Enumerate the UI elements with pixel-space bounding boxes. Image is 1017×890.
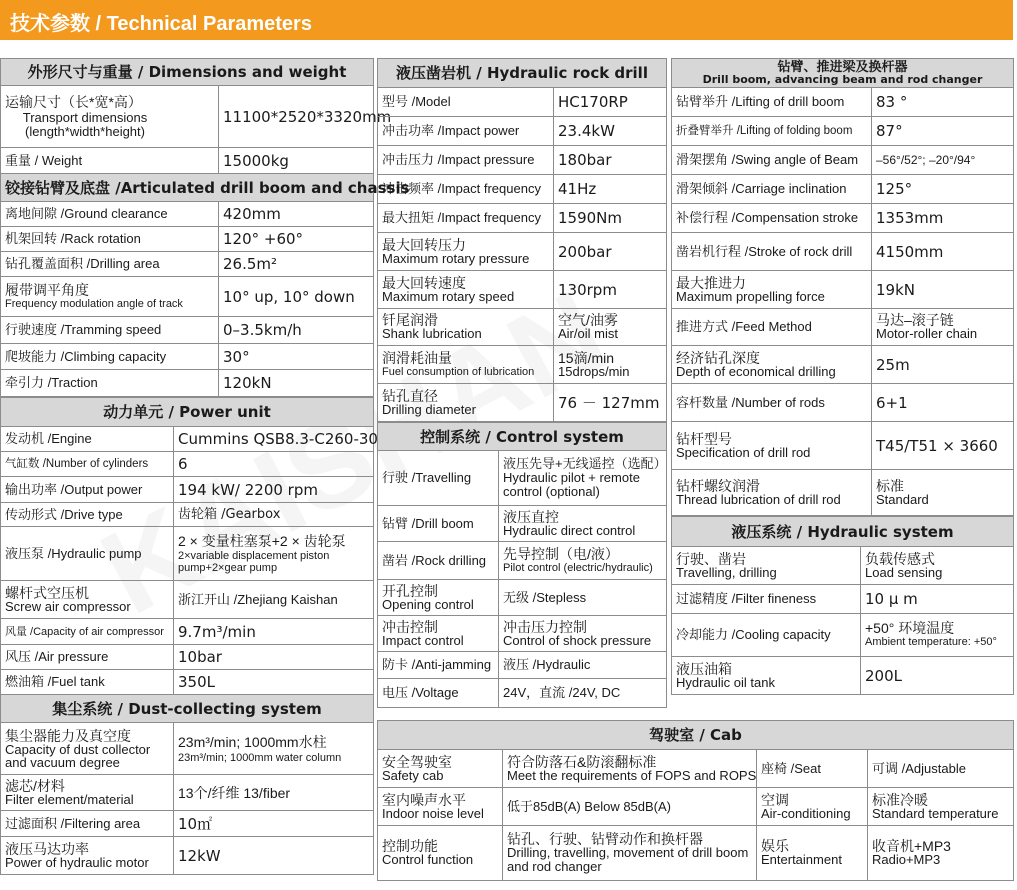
table-row: 防卡 /Anti-jamming 液压 /Hydraulic bbox=[378, 652, 667, 679]
section-header-chassis: 铰接钻臂及底盘 /Articulated drill boom and chassis bbox=[1, 174, 374, 202]
table-row: 折叠臂举升 /Lifting of folding boom 87° bbox=[672, 117, 1014, 146]
table-row: 行驶速度 /Tramming speed 0–3.5km/h bbox=[1, 317, 374, 344]
table-row: 燃油箱 /Fuel tank 350L bbox=[1, 670, 374, 695]
table-row: 室内噪声水平 Indoor noise level 低于85dB(A) Below 85dB(A) 空调 Air-conditioning 标准冷暖 Standard temperature bbox=[378, 788, 1014, 826]
table-row: 钻臂举升 /Lifting of drill boom 83 ° bbox=[672, 88, 1014, 117]
table-row: 电压 /Voltage 24V，直流 /24V, DC bbox=[378, 679, 667, 708]
section-header-hydraulic: 液压系统 / Hydraulic system bbox=[672, 517, 1014, 547]
section-header-dimensions: 外形尺寸与重量 / Dimensions and weight bbox=[1, 59, 374, 86]
column-1 bbox=[0, 58, 410, 875]
section-header-boom: 钻臂、推进梁及换杆器 bbox=[777, 60, 908, 75]
table-row: 螺杆式空压机 Screw air compressor 浙江开山 /Zhejiang Kaishan bbox=[1, 581, 374, 619]
table-row: 钻杆螺纹润滑 Thread lubrication of drill rod 标准 Standard bbox=[672, 470, 1014, 516]
table-row: 发动机 /Engine Cummins QSB8.3-C260-30 bbox=[1, 427, 374, 452]
table-row: 最大回转速度 Maximum rotary speed 130rpm bbox=[378, 271, 667, 309]
table-row: 液压油箱 Hydraulic oil tank 200L bbox=[672, 657, 1014, 695]
table-row: 运输尺寸（长*宽*高） Transport dimensions (length*width*height) 11100*2520*3320mm bbox=[1, 86, 374, 148]
table-row: 液压泵 /Hydraulic pump 2 × 变量柱塞泵+2 × 齿轮泵 2×variable displacement piston pump+2×gear pump bbox=[1, 527, 374, 581]
table-row: 容杆数量 /Number of rods 6+1 bbox=[672, 384, 1014, 422]
table-row: 行驶 /Travelling 液压先导+无线遥控（选配） Hydraulic pilot + remote control (optional) bbox=[378, 451, 667, 506]
section-subheader-boom: Drill boom, advancing beam and rod changer bbox=[702, 73, 983, 86]
spec-table-power bbox=[0, 397, 378, 875]
spec-table-control bbox=[377, 422, 667, 708]
table-row: 冷却能力 /Cooling capacity +50° 环境温度 Ambient temperature: +50° bbox=[672, 614, 1014, 657]
table-row: 钻杆型号 Specification of drill rod T45/T51 × 3660 bbox=[672, 422, 1014, 470]
table-row: 输出功率 /Output power 194 kW/ 2200 rpm bbox=[1, 477, 374, 503]
title-banner bbox=[0, 0, 1013, 40]
table-row: 开孔控制 Opening control 无级 /Stepless bbox=[378, 580, 667, 616]
table-row: 润滑耗油量 Fuel consumption of lubrication 15滴/min 15drops/min bbox=[378, 346, 667, 384]
table-row: 传动形式 /Drive type 齿轮箱 /Gearbox bbox=[1, 503, 374, 527]
table-row: 钻孔直径 Drilling diameter 76 － 127mm bbox=[378, 384, 667, 422]
table-row: 推进方式 /Feed Method 马达–滚子链 Motor-roller chain bbox=[672, 309, 1014, 346]
spec-table-rockdrill bbox=[377, 58, 667, 422]
table-row: 机架回转 /Rack rotation 120° +60° bbox=[1, 227, 374, 252]
table-row: 履带调平角度 Frequency modulation angle of track 10° up, 10° down bbox=[1, 277, 374, 317]
table-row: 气缸数 /Number of cylinders 6 bbox=[1, 452, 374, 477]
table-row: 滑架摆角 /Swing angle of Beam –56°/52°; –20°/94° bbox=[672, 146, 1014, 175]
table-row: 冲击压力 /Impact pressure 180bar bbox=[378, 146, 667, 175]
table-row: 过滤精度 /Filter fineness 10 μ m bbox=[672, 585, 1014, 614]
table-row: 牵引力 /Traction 120kN bbox=[1, 370, 374, 397]
table-row: 冲击频率 /Impact frequency 41Hz bbox=[378, 175, 667, 204]
section-header-rockdrill: 液压凿岩机 / Hydraulic rock drill bbox=[378, 59, 667, 88]
table-row: 钻臂 /Drill boom 液压直控 Hydraulic direct control bbox=[378, 506, 667, 542]
table-row: 爬坡能力 /Climbing capacity 30° bbox=[1, 344, 374, 370]
spec-table-boom bbox=[671, 58, 1014, 516]
table-row: 最大回转压力 Maximum rotary pressure 200bar bbox=[378, 233, 667, 271]
table-row: 风压 /Air pressure 10bar bbox=[1, 645, 374, 670]
table-row: 最大推进力 Maximum propelling force 19kN bbox=[672, 271, 1014, 309]
section-header-cab: 驾驶室 / Cab bbox=[378, 721, 1014, 750]
section-header-power: 动力单元 / Power unit bbox=[1, 398, 374, 427]
table-row: 冲击控制 Impact control 冲击压力控制 Control of shock pressure bbox=[378, 616, 667, 652]
table-row: 行驶、凿岩 Travelling, drilling 负载传感式 Load sensing bbox=[672, 547, 1014, 585]
table-row: 控制功能 Control function 钻孔、行驶、钻臂动作和换杆器 Drilling, travelling, movement of drill boom and rod changer 娱乐 Entertainment 收音机+MP3 Radio+MP3 bbox=[378, 826, 1014, 881]
spec-table-col1 bbox=[0, 58, 410, 397]
page-title: 技术参数 / Technical Parameters bbox=[10, 13, 312, 35]
table-row: 凿岩 /Rock drilling 先导控制（电/液） Pilot control (electric/hydraulic) bbox=[378, 542, 667, 580]
cab-section bbox=[377, 720, 1013, 881]
table-row: 安全驾驶室 Safety cab 符合防落石&防滚翻标准 Meet the requirements of FOPS and ROPS 座椅 /Seat 可调 /Adjustable bbox=[378, 750, 1014, 788]
table-row: 风量 /Capacity of air compressor 9.7m³/min bbox=[1, 619, 374, 645]
table-row: 经济钻孔深度 Depth of economical drilling 25m bbox=[672, 346, 1014, 384]
table-row: 液压马达功率 Power of hydraulic motor 12kW bbox=[1, 837, 374, 875]
column-2 bbox=[377, 58, 666, 708]
table-row: 冲击功率 /Impact power 23.4kW bbox=[378, 117, 667, 146]
spec-table-cab bbox=[377, 720, 1014, 881]
table-row: 钻孔覆盖面积 /Drilling area 26.5m² bbox=[1, 252, 374, 277]
column-3 bbox=[671, 58, 1013, 695]
table-row: 补偿行程 /Compensation stroke 1353mm bbox=[672, 204, 1014, 233]
table-row: 集尘器能力及真空度 Capacity of dust collector and vacuum degree 23m³/min; 1000mm水柱 23m³/min; 1000mm water column bbox=[1, 723, 374, 775]
table-row: 钎尾润滑 Shank lubrication 空气/油雾 Air/oil mist bbox=[378, 309, 667, 346]
table-row: 凿岩机行程 /Stroke of rock drill 4150mm bbox=[672, 233, 1014, 271]
table-row: 重量 / Weight 15000kg bbox=[1, 148, 374, 174]
table-row: 滑架倾斜 /Carriage inclination 125° bbox=[672, 175, 1014, 204]
spec-table-hydraulic bbox=[671, 516, 1014, 695]
table-row: 最大扭矩 /Impact frequency 1590Nm bbox=[378, 204, 667, 233]
table-row: 离地间隙 /Ground clearance 420mm bbox=[1, 202, 374, 227]
table-row: 过滤面积 /Filtering area 10㎡ bbox=[1, 811, 374, 837]
section-header-control: 控制系统 / Control system bbox=[378, 423, 667, 451]
section-header-dust: 集尘系统 / Dust-collecting system bbox=[1, 695, 374, 723]
table-row: 滤芯/材料 Filter element/material 13个/纤维 13/fiber bbox=[1, 775, 374, 811]
table-row: 型号 /Model HC170RP bbox=[378, 88, 667, 117]
